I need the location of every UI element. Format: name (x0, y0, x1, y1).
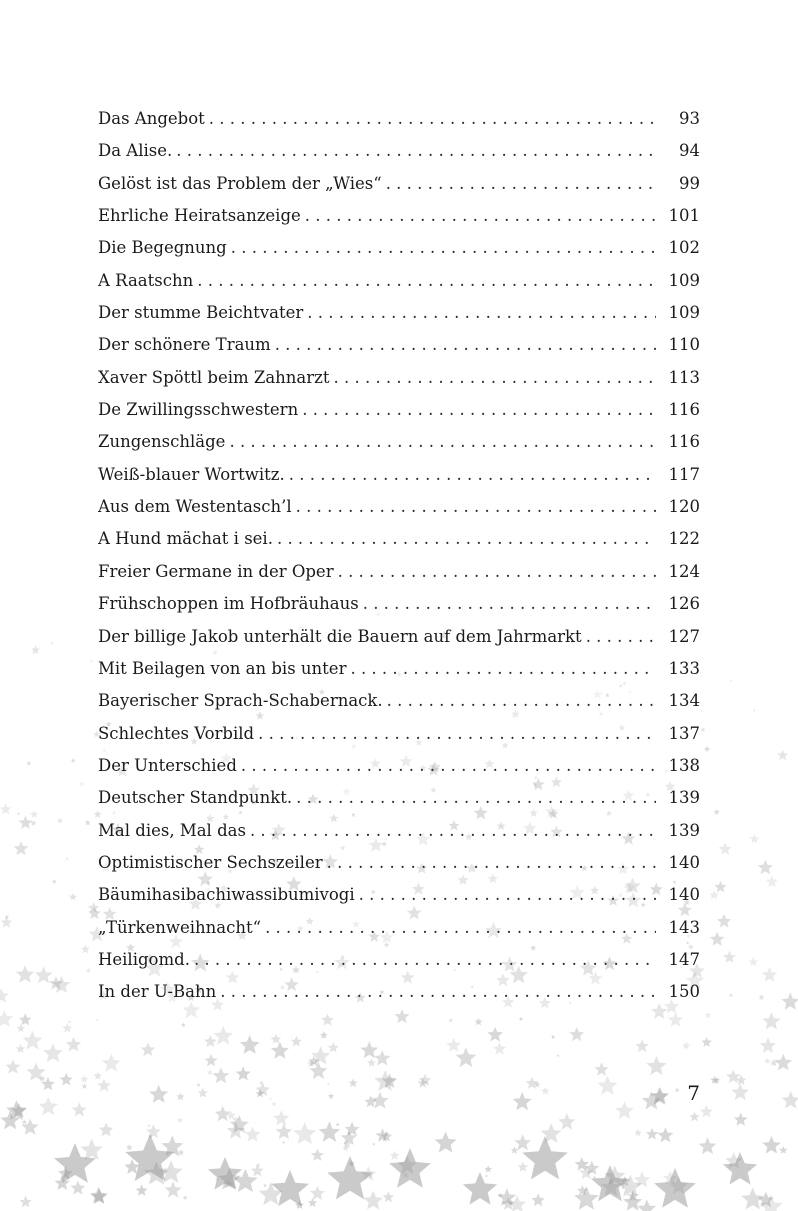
toc-entry (98, 271, 700, 303)
star-icon (80, 1075, 88, 1083)
star-icon (213, 1026, 233, 1045)
toc-leader-dots (209, 109, 656, 128)
star-icon (766, 875, 778, 887)
star-icon (269, 1097, 272, 1100)
star-icon (675, 1088, 680, 1093)
star-icon (758, 994, 764, 1000)
star-icon (102, 1054, 121, 1072)
star-icon (646, 1056, 666, 1075)
star-icon (383, 1191, 395, 1202)
star-icon (519, 1017, 523, 1021)
star-icon (81, 945, 90, 954)
toc-entry (98, 950, 700, 982)
toc-entry (98, 432, 700, 464)
toc-entry-page: 94 (679, 141, 700, 161)
toc-leader-dots (296, 788, 656, 807)
star-icon (19, 816, 33, 829)
star-icon (729, 993, 733, 997)
star-icon (16, 1044, 25, 1053)
toc-entry (98, 627, 700, 659)
star-icon (726, 1069, 741, 1083)
toc-entry-page: 143 (668, 917, 700, 937)
star-icon (511, 1146, 519, 1153)
star-icon (71, 758, 76, 763)
star-icon (291, 1036, 302, 1047)
toc-entry-title: Die Begegnung (98, 238, 227, 258)
star-icon (31, 645, 40, 654)
toc-entry-page: 140 (668, 852, 700, 872)
star-icon (701, 1037, 711, 1047)
star-icon (66, 1037, 81, 1052)
star-icon (635, 1039, 648, 1052)
toc-entry-title: Ehrliche Heiratsanzeige (98, 206, 301, 226)
toc-entry-title: Gelöst ist das Problem der „Wies“ (98, 173, 382, 193)
star-icon (0, 988, 9, 1002)
toc-entry-title: A Hund mächat i sei. (98, 529, 273, 549)
star-icon (435, 1132, 457, 1153)
toc-entry-page: 120 (668, 497, 700, 517)
star-icon (723, 1152, 757, 1185)
toc-entry (98, 400, 700, 432)
toc-entry (98, 368, 700, 400)
toc-entry-page: 102 (668, 238, 700, 258)
star-icon (484, 1165, 492, 1172)
toc-entry-page: 140 (668, 885, 700, 905)
star-icon (699, 1137, 717, 1154)
star-icon (327, 1083, 330, 1086)
star-icon (79, 781, 85, 786)
toc-entry-page: 147 (668, 949, 700, 969)
toc-entry-page: 113 (668, 367, 700, 387)
star-icon (513, 1092, 532, 1110)
toc-leader-dots (359, 885, 656, 904)
toc-entry (98, 982, 700, 1014)
toc-leader-dots (386, 174, 656, 193)
star-icon (176, 1092, 184, 1100)
toc-leader-dots (333, 368, 656, 387)
toc-entry-title: Freier Germane in der Oper (98, 561, 334, 581)
star-icon (328, 1042, 339, 1052)
toc-entry-title: Der Unterschied (98, 755, 237, 775)
toc-leader-dots (338, 562, 656, 581)
star-icon (531, 1193, 545, 1206)
star-icon (487, 1027, 503, 1042)
star-icon (654, 1168, 696, 1208)
toc-entry-title: Xaver Spöttl beim Zahnarzt (98, 367, 330, 387)
star-icon (731, 1083, 749, 1100)
toc-entry-title: Aus dem Westentasch’l (98, 497, 292, 517)
star-icon (68, 1020, 72, 1024)
star-icon (762, 1012, 780, 1029)
toc-entry (98, 853, 700, 885)
star-icon (551, 1035, 555, 1039)
toc-entry-title: De Zwillingsschwestern (98, 400, 299, 420)
toc-entry (98, 141, 700, 173)
star-icon (39, 1097, 58, 1115)
star-icon (704, 746, 710, 752)
star-icon (141, 1042, 155, 1056)
toc-entry-page: 101 (668, 206, 700, 226)
star-icon (72, 1102, 87, 1116)
toc-entry-page: 110 (668, 335, 700, 355)
star-icon (657, 1127, 673, 1142)
toc-entry-title: In der U-Bahn (98, 982, 217, 1002)
star-icon (719, 843, 732, 855)
star-icon (558, 1113, 575, 1129)
star-icon (777, 750, 788, 760)
toc-leader-dots (258, 724, 656, 743)
toc-entry (98, 659, 700, 691)
star-icon (569, 1027, 584, 1041)
star-icon (17, 812, 20, 815)
toc-entry-page: 134 (668, 691, 700, 711)
star-icon (714, 809, 720, 815)
star-icon (367, 1058, 376, 1066)
toc-leader-dots (586, 627, 656, 646)
star-icon (57, 818, 63, 824)
star-icon (5, 1059, 20, 1073)
toc-entry (98, 724, 700, 756)
toc-entry (98, 206, 700, 238)
toc-entry (98, 109, 700, 141)
star-icon (30, 810, 38, 818)
star-icon (245, 1127, 261, 1142)
star-icon (764, 1058, 770, 1064)
star-icon (20, 1196, 32, 1208)
toc-entry-title: Mit Beilagen von an bis unter (98, 658, 347, 678)
star-icon (136, 1184, 148, 1196)
star-icon (97, 1078, 111, 1091)
star-icon (682, 1042, 691, 1050)
star-icon (327, 1156, 373, 1199)
star-icon (16, 965, 34, 983)
star-icon (781, 993, 798, 1010)
toc-leader-dots (363, 594, 656, 613)
toc-entry-page: 109 (668, 303, 700, 323)
toc-entry (98, 303, 700, 335)
star-icon (213, 1067, 230, 1083)
toc-entry-page: 122 (668, 529, 700, 549)
toc-leader-dots (265, 918, 656, 937)
star-icon (522, 1136, 568, 1179)
toc-leader-dots (220, 982, 656, 1001)
star-icon (52, 879, 57, 884)
star-icon (753, 709, 756, 712)
star-icon (723, 951, 736, 963)
star-icon (65, 857, 69, 861)
star-icon (271, 1042, 289, 1059)
star-icon (71, 1181, 86, 1195)
toc-entry-title: Heiligomd. (98, 949, 190, 969)
star-icon (741, 1188, 764, 1210)
star-icon (730, 679, 734, 682)
star-icon (263, 1184, 267, 1187)
table-of-contents (98, 109, 700, 1015)
star-icon (19, 1013, 32, 1025)
star-icon (51, 642, 54, 645)
star-icon (762, 1136, 781, 1154)
star-icon (293, 1122, 316, 1144)
star-icon (758, 860, 773, 875)
star-icon (557, 1054, 560, 1057)
toc-entry (98, 335, 700, 367)
star-icon (62, 1023, 72, 1033)
star-icon (518, 1162, 529, 1172)
star-icon (456, 1047, 477, 1067)
toc-entry-title: Das Angebot (98, 109, 205, 128)
star-icon (215, 1106, 231, 1121)
star-icon (89, 659, 93, 663)
star-icon (23, 1031, 43, 1050)
star-icon (0, 803, 11, 814)
star-icon (276, 1123, 293, 1139)
star-icon (207, 1070, 213, 1076)
star-icon (99, 1123, 114, 1137)
toc-entry (98, 174, 700, 206)
star-icon (493, 1042, 506, 1055)
star-icon (779, 1146, 787, 1154)
toc-entry (98, 918, 700, 950)
toc-entry (98, 821, 700, 853)
toc-entry-title: Schlechtes Vorbild (98, 723, 255, 743)
toc-leader-dots (350, 659, 656, 678)
star-icon (700, 1105, 713, 1118)
star-icon (615, 1101, 634, 1119)
toc-entry-page: 109 (668, 270, 700, 290)
star-icon (701, 727, 706, 732)
star-icon (689, 1112, 699, 1122)
toc-entry-title: Zungenschläge (98, 432, 226, 452)
star-icon (374, 1050, 390, 1066)
toc-leader-dots (231, 238, 656, 257)
star-icon (17, 1024, 26, 1032)
toc-entry (98, 885, 700, 917)
star-icon (198, 1088, 208, 1098)
star-icon (598, 1076, 618, 1095)
toc-entry-page: 127 (668, 626, 700, 646)
toc-entry-title: Der schönere Traum (98, 335, 271, 355)
star-icon (282, 1141, 286, 1144)
toc-entry (98, 594, 700, 626)
star-icon (390, 1150, 400, 1159)
star-icon (69, 893, 77, 901)
star-icon (363, 1191, 383, 1210)
star-icon (349, 1079, 358, 1088)
star-icon (321, 1014, 334, 1026)
star-icon (364, 1096, 376, 1108)
star-icon (271, 1034, 282, 1044)
star-icon (256, 1083, 270, 1097)
toc-entry (98, 238, 700, 270)
star-icon (165, 1181, 182, 1197)
star-icon (634, 1129, 642, 1136)
star-icon (310, 1186, 325, 1200)
toc-entry (98, 562, 700, 594)
toc-leader-dots (229, 432, 656, 451)
star-icon (782, 1091, 798, 1108)
star-icon (485, 1174, 488, 1177)
toc-entry-title: Frühschoppen im Hofbräuhaus (98, 594, 359, 614)
toc-entry-page: 139 (668, 788, 700, 808)
star-icon (81, 1139, 103, 1160)
star-icon (717, 914, 731, 928)
star-icon (749, 957, 759, 966)
star-icon (86, 968, 92, 973)
toc-entry (98, 465, 700, 497)
toc-entry-title: Der billige Jakob unterhält die Bauern auf dem Jahrmarkt (98, 626, 582, 646)
star-icon (26, 761, 31, 766)
toc-entry-page: 93 (679, 109, 700, 128)
toc-entry-page: 139 (668, 820, 700, 840)
star-icon (760, 1037, 776, 1052)
toc-leader-dots (176, 141, 656, 160)
toc-entry (98, 497, 700, 529)
star-icon (320, 1031, 328, 1039)
star-icon (372, 1142, 375, 1145)
star-icon (374, 1070, 396, 1091)
toc-entry-title: A Raatschn (98, 270, 194, 290)
star-icon (181, 1022, 186, 1027)
star-icon (85, 820, 91, 826)
star-icon (705, 1012, 711, 1018)
star-icon (710, 932, 725, 946)
toc-entry-page: 126 (668, 594, 700, 614)
star-icon (183, 1195, 188, 1199)
toc-entry-title: Da Alise. (98, 141, 173, 161)
star-icon (514, 1135, 531, 1151)
toc-entry-title: Optimistischer Sechszeiler (98, 852, 323, 872)
star-icon (35, 966, 53, 983)
star-icon (0, 1010, 13, 1027)
star-icon (311, 1149, 324, 1161)
toc-entry-page: 150 (668, 982, 700, 1002)
star-icon (82, 1083, 88, 1088)
toc-entry-page: 99 (679, 173, 700, 193)
toc-entry (98, 756, 700, 788)
star-icon (196, 1083, 200, 1087)
star-icon (240, 1035, 260, 1054)
toc-entry-page: 137 (668, 723, 700, 743)
toc-leader-dots (241, 756, 656, 775)
toc-entry-page: 124 (668, 561, 700, 581)
star-icon (526, 1077, 539, 1089)
toc-leader-dots (327, 853, 656, 872)
toc-entry-page: 117 (668, 464, 700, 484)
toc-entry (98, 529, 700, 561)
toc-leader-dots (289, 465, 656, 484)
toc-leader-dots (307, 303, 656, 322)
toc-entry-title: Weiß-blauer Wortwitz. (98, 464, 285, 484)
toc-entry (98, 788, 700, 820)
star-icon (236, 1066, 251, 1080)
star-icon (336, 1123, 340, 1127)
star-icon (177, 1117, 183, 1123)
star-icon (126, 1144, 133, 1151)
toc-entry-page: 116 (668, 400, 700, 420)
page-number: 7 (687, 1081, 700, 1105)
toc-entry-page: 116 (668, 432, 700, 452)
star-icon (14, 841, 29, 855)
star-icon (273, 1110, 289, 1125)
star-icon (328, 1093, 334, 1099)
star-icon (345, 1122, 360, 1136)
star-icon (204, 1035, 217, 1047)
toc-entry-title: Bäumihasibachiwassibumivogi (98, 885, 355, 905)
star-icon (646, 1128, 658, 1140)
star-icon (22, 1119, 28, 1124)
star-icon (475, 1018, 483, 1026)
toc-entry (98, 691, 700, 723)
star-icon (205, 1054, 218, 1067)
toc-leader-dots (387, 691, 656, 710)
star-icon (749, 834, 759, 843)
star-icon (94, 1072, 102, 1080)
star-icon (762, 967, 778, 982)
toc-leader-dots (277, 529, 656, 548)
toc-entry-title: Deutscher Standpunkt. (98, 788, 293, 808)
toc-entry-page: 138 (668, 755, 700, 775)
star-icon (60, 1073, 73, 1086)
toc-leader-dots (194, 950, 656, 969)
star-icon (446, 1038, 461, 1052)
toc-leader-dots (296, 497, 656, 516)
toc-entry-title: „Türkenweihnacht“ (98, 917, 262, 937)
toc-leader-dots (250, 821, 656, 840)
toc-leader-dots (305, 206, 656, 225)
toc-entry-page: 133 (668, 658, 700, 678)
star-icon (308, 1198, 317, 1207)
toc-entry-title: Der stumme Beichtvater (98, 303, 304, 323)
star-icon (700, 710, 703, 713)
star-icon (595, 1062, 609, 1075)
star-icon (149, 1085, 168, 1103)
star-icon (272, 1102, 277, 1107)
star-icon (95, 1018, 98, 1021)
toc-leader-dots (275, 335, 656, 354)
star-icon (43, 1043, 63, 1062)
star-icon (541, 1087, 549, 1095)
star-icon (734, 1113, 748, 1126)
star-icon (715, 881, 727, 892)
star-icon (463, 1172, 497, 1205)
toc-leader-dots (302, 400, 656, 419)
toc-entry-title: Bayerischer Sprach-Schabernack. (98, 691, 383, 711)
toc-entry-title: Mal dies, Mal das (98, 820, 246, 840)
star-icon (147, 1124, 151, 1128)
toc-leader-dots (197, 271, 656, 290)
star-icon (448, 1018, 453, 1023)
star-icon (360, 1041, 378, 1058)
